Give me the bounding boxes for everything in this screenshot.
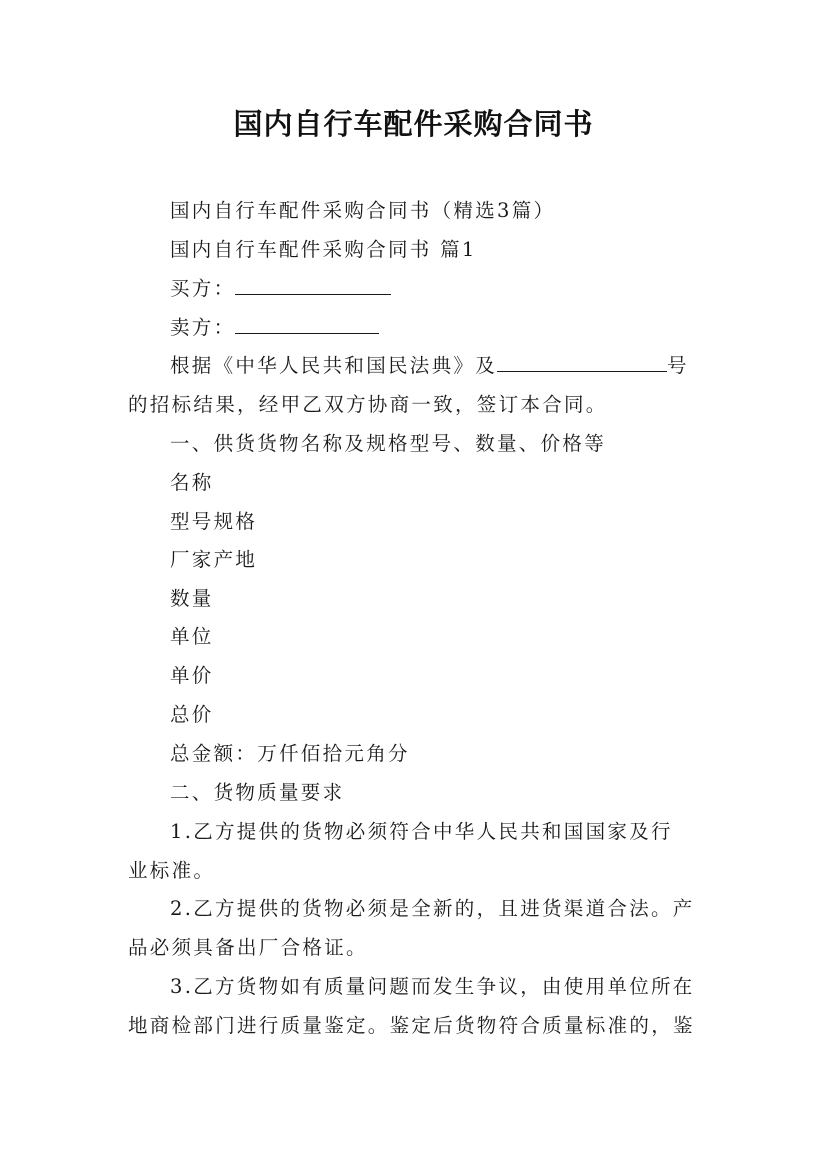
section-heading: 国内自行车配件采购合同书 篇1	[170, 238, 477, 261]
quality-item-2-line1: 2.乙方提供的货物必须是全新的，且进货渠道合法。产	[170, 897, 695, 920]
buyer-label: 买方：	[170, 277, 236, 300]
bid-number-blank-field[interactable]	[497, 351, 667, 372]
buyer-blank-field[interactable]	[235, 274, 391, 295]
quality-item-1-line2: 业标准。	[128, 859, 216, 882]
seller-blank-field[interactable]	[235, 313, 379, 334]
seller-label: 卖方：	[170, 316, 236, 339]
field-model-spec: 型号规格	[170, 510, 258, 533]
field-unit: 单位	[170, 625, 214, 648]
basis-prefix: 根据《中华人民共和国民法典》及	[170, 354, 498, 377]
seller-line	[170, 313, 710, 343]
field-name: 名称	[170, 471, 214, 494]
basis-suffix: 号	[667, 354, 689, 377]
field-quantity: 数量	[170, 587, 214, 610]
quality-item-3-line2: 地商检部门进行质量鉴定。鉴定后货物符合质量标准的，鉴	[128, 1014, 695, 1037]
quality-item-1-line1: 1.乙方提供的货物必须符合中华人民共和国国家及行	[170, 820, 673, 843]
basis-line	[170, 351, 710, 381]
document-subtitle: 国内自行车配件采购合同书（精选3篇）	[170, 199, 556, 222]
clause1-heading: 一、供货货物名称及规格型号、数量、价格等	[170, 432, 607, 455]
buyer-line	[170, 274, 710, 304]
quality-item-3-line1: 3.乙方货物如有质量问题而发生争议，由使用单位所在	[170, 975, 695, 998]
field-manufacturer-origin: 厂家产地	[170, 548, 258, 571]
basis-line-continuation: 的招标结果，经甲乙双方协商一致，签订本合同。	[128, 393, 608, 416]
total-amount-line: 总金额：万仟佰拾元角分	[170, 742, 410, 765]
quality-item-2-line2: 品必须具备出厂合格证。	[128, 936, 368, 959]
field-total-price: 总价	[170, 703, 214, 726]
document-title: 国内自行车配件采购合同书	[233, 107, 594, 141]
field-unit-price: 单价	[170, 664, 214, 687]
clause2-heading: 二、货物质量要求	[170, 781, 345, 804]
